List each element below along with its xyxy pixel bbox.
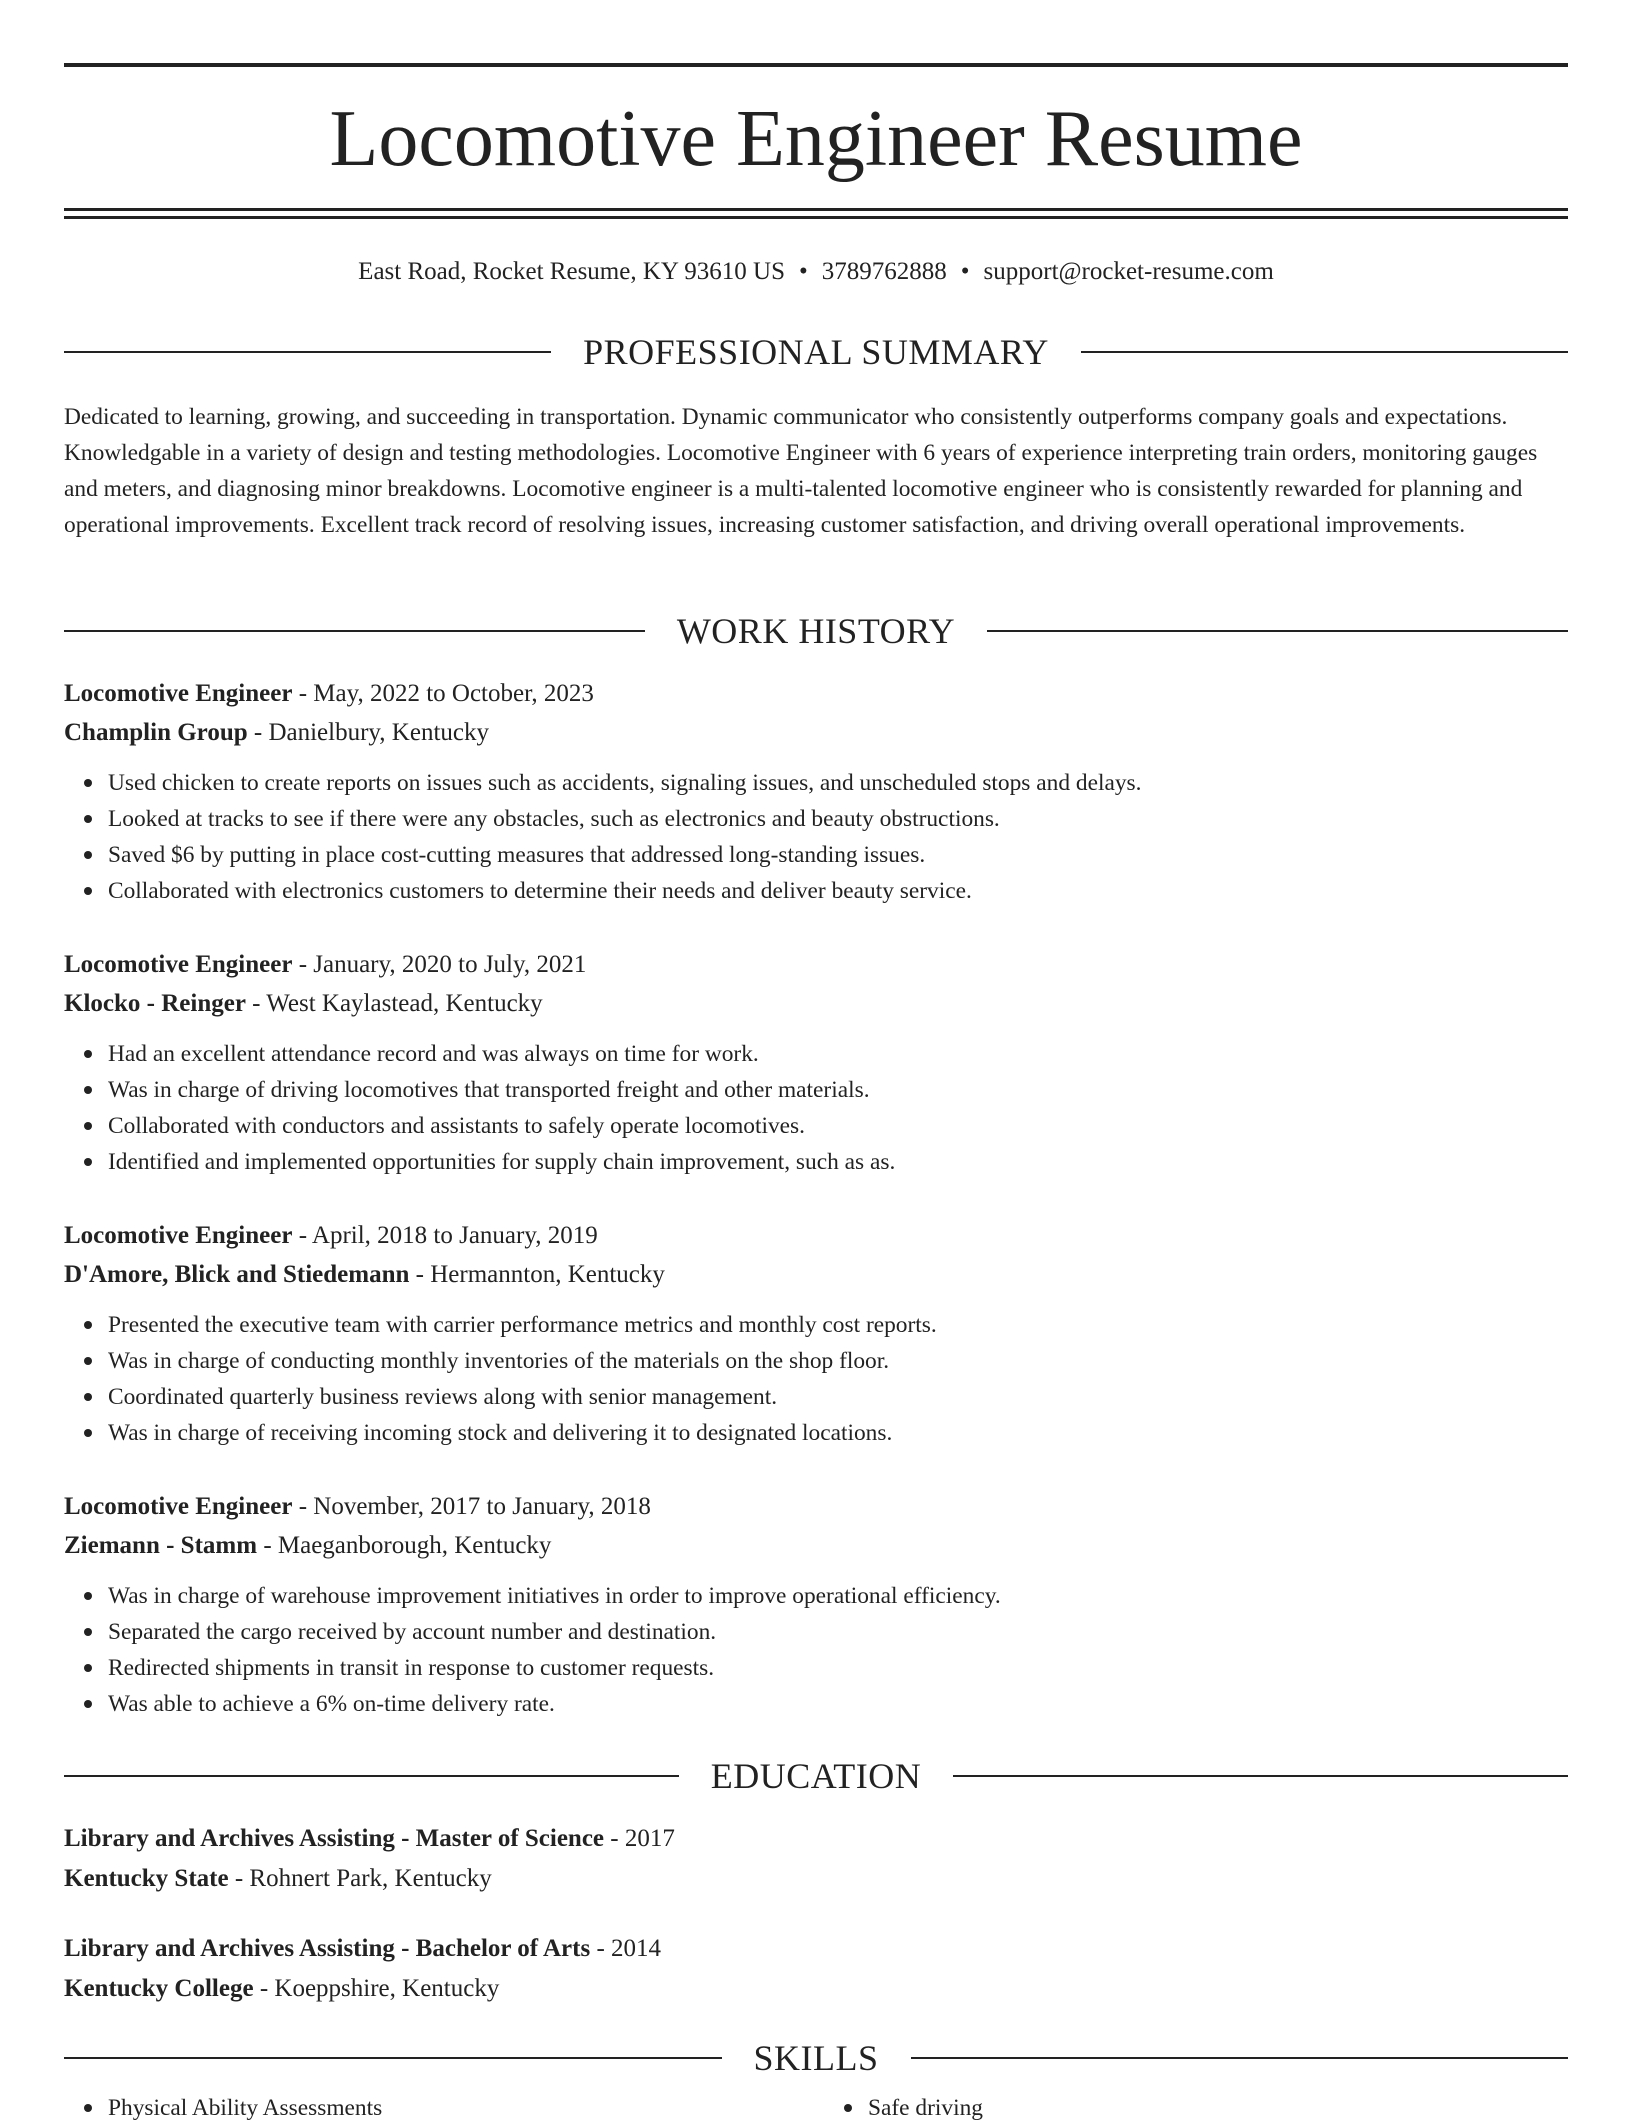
contact-separator: • — [960, 258, 970, 285]
bullet-dot — [84, 1321, 92, 1329]
heading-rule — [64, 630, 645, 632]
skill-text: Physical Ability Assessments — [108, 2095, 383, 2121]
heading-rule — [911, 2057, 1569, 2059]
job-company: D'Amore, Blick and Stiedemann — [64, 1261, 410, 1288]
job-entry — [64, 675, 1568, 909]
job-bullet — [108, 1072, 1568, 1108]
bullet-text: Collaborated with conductors and assistants to safely operate locomotives. — [108, 1113, 806, 1139]
bullet-text: Saved $6 by putting in place cost-cutting measures that addressed long-standing issues. — [108, 842, 926, 868]
bullet-dot — [84, 1357, 92, 1365]
job-bullet — [108, 1144, 1568, 1180]
bullet-text: Was in charge of warehouse improvement initiatives in order to improve operational efficiency. — [108, 1583, 1001, 1609]
education-location: - Rohnert Park, Kentucky — [228, 1865, 492, 1892]
education-school-line — [64, 1860, 1568, 1900]
bullet-dot — [84, 1700, 92, 1708]
bullet-text: Was in charge of driving locomotives that transported freight and other materials. — [108, 1077, 870, 1103]
job-bullet — [108, 837, 1568, 873]
job-company-line — [64, 714, 1568, 753]
job-title-line — [64, 675, 1568, 714]
title-rule-upper — [64, 208, 1568, 211]
section-heading-work-history — [64, 609, 1568, 653]
job-bullet — [108, 1307, 1568, 1343]
bullet-text: Was in charge of receiving incoming stock and delivering it to designated locations. — [108, 1420, 893, 1446]
job-location: - Hermannton, Kentucky — [409, 1261, 665, 1288]
section-heading-skills — [64, 2036, 1568, 2080]
education-degree-line — [64, 1820, 1568, 1860]
bullet-dot — [84, 1050, 92, 1058]
job-title: Locomotive Engineer — [64, 951, 293, 978]
section-title: EDUCATION — [710, 1756, 922, 1796]
bullet-text: Was in charge of conducting monthly inventories of the materials on the shop floor. — [108, 1348, 890, 1374]
bullet-dot — [84, 2104, 92, 2112]
bullet-text: Presented the executive team with carrier performance metrics and monthly cost reports. — [108, 1312, 937, 1338]
bullet-text: Was able to achieve a 6% on-time delivery rate. — [108, 1691, 555, 1717]
heading-rule — [987, 630, 1568, 632]
job-company-line — [64, 985, 1568, 1024]
bullet-text: Separated the cargo received by account number and destination. — [108, 1619, 717, 1645]
bullet-dot — [84, 779, 92, 787]
job-bullet — [108, 1379, 1568, 1415]
heading-rule — [1081, 351, 1568, 353]
job-title-line — [64, 1217, 1568, 1256]
job-bullets — [64, 765, 1568, 909]
job-title-line — [64, 1488, 1568, 1527]
contact-separator: • — [798, 258, 808, 285]
heading-rule — [64, 2057, 722, 2059]
education-year: - 2017 — [604, 1825, 675, 1852]
job-bullet — [108, 1108, 1568, 1144]
bullet-dot — [84, 1592, 92, 1600]
contact-email: support@rocket-resume.com — [983, 258, 1274, 285]
job-bullets — [64, 1578, 1568, 1722]
bullet-dot — [84, 1628, 92, 1636]
skills-list — [64, 2090, 1568, 2126]
job-location: - Maeganborough, Kentucky — [257, 1532, 552, 1559]
section-heading-education — [64, 1754, 1568, 1798]
bullet-dot — [84, 815, 92, 823]
contact-phone: 3789762888 — [821, 258, 947, 285]
job-title-line — [64, 946, 1568, 985]
bullet-dot — [84, 1664, 92, 1672]
skill-item — [824, 2090, 983, 2126]
job-bullet — [108, 1415, 1568, 1451]
heading-rule — [64, 1775, 679, 1777]
education-degree: Library and Archives Assisting - Bachelor of Arts — [64, 1935, 591, 1962]
education-location: - Koeppshire, Kentucky — [253, 1975, 500, 2002]
bullet-text: Looked at tracks to see if there were any obstacles, such as electronics and beauty obstructions. — [108, 806, 1000, 832]
education-school: Kentucky College — [64, 1975, 254, 2002]
job-dates: - January, 2020 to July, 2021 — [292, 951, 587, 978]
job-bullet — [108, 1686, 1568, 1722]
bullet-dot — [84, 887, 92, 895]
job-bullet — [108, 1036, 1568, 1072]
job-dates: - April, 2018 to January, 2019 — [292, 1222, 598, 1249]
education-degree-line — [64, 1930, 1568, 1970]
page-title: Locomotive Engineer Resume — [329, 95, 1303, 183]
contact-line — [64, 254, 1568, 290]
job-dates: - November, 2017 to January, 2018 — [292, 1493, 651, 1520]
bullet-text: Had an excellent attendance record and was always on time for work. — [108, 1041, 759, 1067]
job-company-line — [64, 1527, 1568, 1566]
education-entry — [64, 1930, 1568, 2010]
bullet-text: Coordinated quarterly business reviews along with senior management. — [108, 1384, 778, 1410]
job-company-line — [64, 1256, 1568, 1295]
bullet-text: Collaborated with electronics customers to determine their needs and deliver beauty service. — [108, 878, 972, 904]
section-title: WORK HISTORY — [676, 611, 956, 651]
bullet-dot — [84, 1393, 92, 1401]
bullet-dot — [84, 1158, 92, 1166]
job-entry — [64, 946, 1568, 1180]
education-school-line — [64, 1970, 1568, 2010]
bullet-dot — [84, 1429, 92, 1437]
education-degree: Library and Archives Assisting - Master of Science — [64, 1825, 605, 1852]
job-bullets — [64, 1036, 1568, 1180]
education-year: - 2014 — [590, 1935, 662, 1962]
job-bullet — [108, 1578, 1568, 1614]
job-company: Champlin Group — [64, 719, 248, 746]
summary-paragraph: Dedicated to learning, growing, and succeeding in transportation. Dynamic communicator who consistently outperforms company goals and expectations. Knowledgable in a variety of design and testing methodologies. Locomotive Engineer with 6 years of experience interpreting train orders, monitoring gauges and meters, and diagnosing minor breakdowns. Locomotive engineer is a multi-talented locomotive engineer who is consistently rewarded for planning and operational improvements. Excellent track record of resolving issues, increasing customer satisfaction, and driving overall operational improvements. — [64, 404, 1538, 538]
bullet-dot — [844, 2104, 852, 2112]
top-rule — [64, 63, 1568, 67]
job-bullet — [108, 1343, 1568, 1379]
education-school: Kentucky State — [64, 1865, 229, 1892]
job-location: - West Kaylastead, Kentucky — [245, 990, 543, 1017]
job-bullet — [108, 765, 1568, 801]
job-bullet — [108, 1614, 1568, 1650]
section-title: SKILLS — [753, 2038, 879, 2078]
job-title: Locomotive Engineer — [64, 1493, 293, 1520]
section-title: PROFESSIONAL SUMMARY — [583, 332, 1049, 372]
bullet-dot — [84, 1086, 92, 1094]
job-bullets — [64, 1307, 1568, 1451]
title-rule-lower — [64, 216, 1568, 219]
bullet-dot — [84, 1122, 92, 1130]
skill-item — [64, 2090, 382, 2126]
job-bullet — [108, 873, 1568, 909]
job-location: - Danielbury, Kentucky — [247, 719, 489, 746]
education-entry — [64, 1820, 1568, 1900]
bullet-text: Identified and implemented opportunities for supply chain improvement, such as as. — [108, 1149, 896, 1175]
job-company: Klocko - Reinger — [64, 990, 246, 1017]
job-bullet — [108, 801, 1568, 837]
job-bullet — [108, 1650, 1568, 1686]
heading-rule — [64, 351, 551, 353]
job-dates: - May, 2022 to October, 2023 — [292, 680, 594, 707]
skill-text: Safe driving — [868, 2095, 983, 2121]
job-title: Locomotive Engineer — [64, 1222, 293, 1249]
bullet-text: Redirected shipments in transit in response to customer requests. — [108, 1655, 715, 1681]
job-entry — [64, 1488, 1568, 1722]
job-title: Locomotive Engineer — [64, 680, 293, 707]
contact-address: East Road, Rocket Resume, KY 93610 US — [358, 258, 785, 285]
job-company: Ziemann - Stamm — [64, 1532, 258, 1559]
bullet-dot — [84, 851, 92, 859]
bullet-text: Used chicken to create reports on issues such as accidents, signaling issues, and unscheduled stops and delays. — [108, 770, 1142, 796]
job-entry — [64, 1217, 1568, 1451]
heading-rule — [953, 1775, 1568, 1777]
section-heading-summary — [64, 330, 1568, 374]
